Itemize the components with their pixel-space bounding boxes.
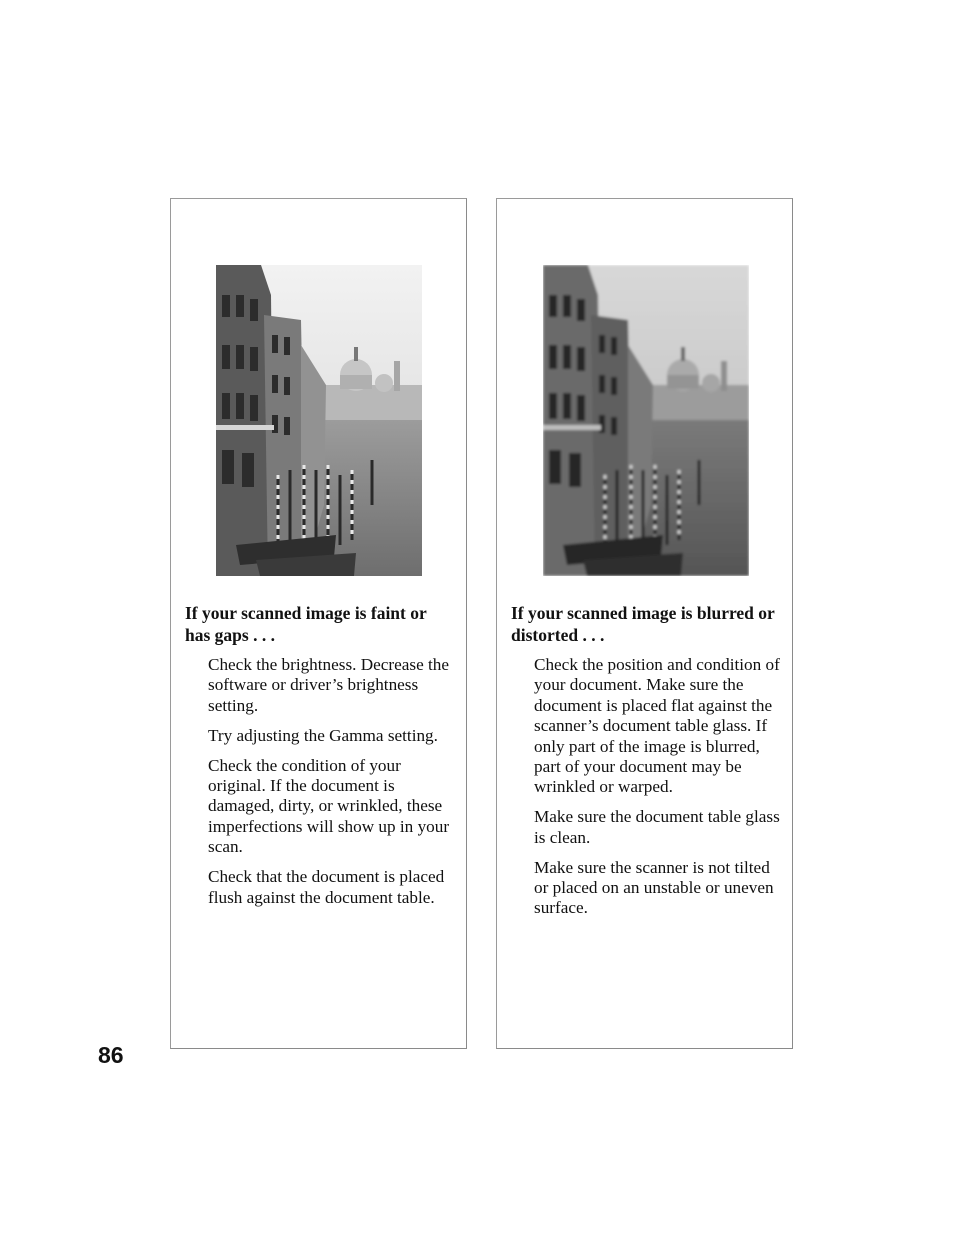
tip-item: Check the position and condition of your document. Make sure the document is placed flat against the scanner’s document table glass. If only part of the image is blurred, part of your document may be wrinkled or warped. — [534, 655, 780, 797]
venice-canal-photo — [543, 265, 749, 576]
tip-item: Make sure the document table glass is clean. — [534, 807, 780, 847]
tip-item: Make sure the scanner is not tilted or placed on an unstable or uneven surface. — [534, 857, 774, 918]
faint-image-panel — [170, 198, 467, 1049]
tip-item: Try adjusting the Gamma setting. — [208, 725, 438, 745]
venice-canal-photo — [216, 265, 422, 576]
tip-item: Check that the document is placed flush against the document table. — [208, 867, 445, 907]
blurred-image-heading: If your scanned image is blurred or distorted . . . — [511, 603, 775, 645]
tip-item: Check the condition of your original. If the document is damaged, dirty, or wrinkled, these imperfections will show up in your scan. — [208, 755, 450, 857]
faint-image-heading: If your scanned image is faint or has gaps . . . — [185, 603, 427, 645]
blurred-image-tips-list — [534, 655, 784, 928]
blurred-image-panel — [496, 198, 793, 1049]
page-number: 86 — [98, 1042, 124, 1068]
tip-item: Check the brightness. Decrease the software or driver’s brightness setting. — [208, 655, 450, 715]
faint-image-tips-list — [208, 655, 458, 917]
